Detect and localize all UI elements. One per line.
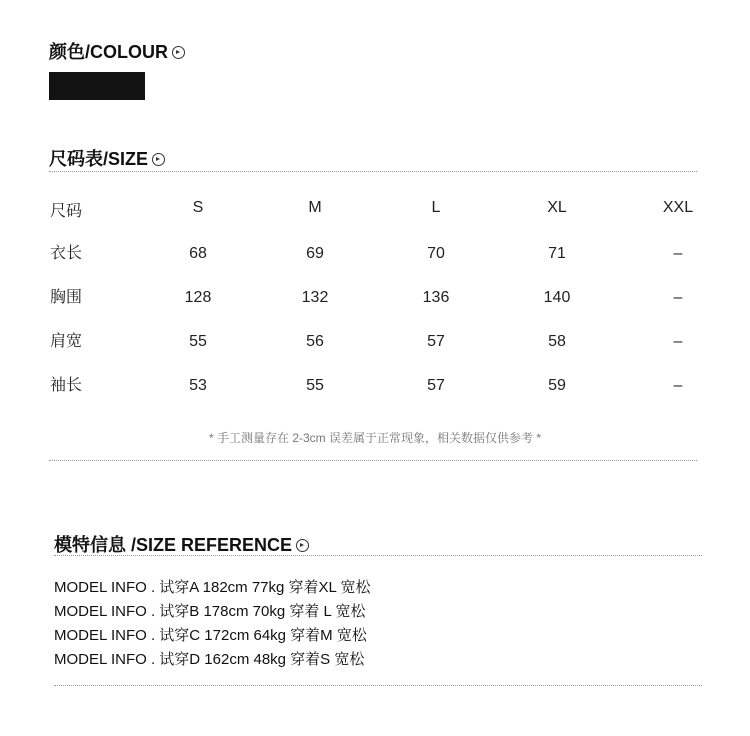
divider	[54, 685, 702, 686]
table-cell: 68	[189, 245, 207, 262]
colour-heading	[49, 38, 185, 64]
size-header-cell: XL	[547, 199, 567, 216]
size-title: 尺码表/SIZE	[49, 149, 149, 169]
table-cell: 132	[301, 289, 329, 306]
reference-heading	[54, 531, 309, 557]
size-header-cell: S	[192, 199, 204, 216]
table-cell: 57	[427, 333, 445, 350]
size-heading	[49, 145, 165, 171]
table-cell: 55	[306, 377, 324, 394]
reference-title: 模特信息 /SIZE REFERENCE	[54, 535, 293, 555]
row-label: 袖长	[50, 377, 83, 394]
measurement-note: * 手工测量存在 2-3cm 误差属于正常现象，相关数据仅供参考 *	[208, 431, 542, 445]
table-cell: 55	[189, 333, 207, 350]
table-cell: 69	[306, 245, 324, 262]
model-info-line: MODEL INFO . 试穿A 182cm 77kg 穿着XL 宽松	[54, 579, 371, 596]
table-cell: 58	[548, 333, 566, 350]
size-header-cell: L	[431, 199, 441, 216]
table-cell: 128	[184, 289, 212, 306]
colour-title: 颜色/COLOUR	[49, 42, 168, 62]
divider	[54, 555, 702, 556]
row-label: 胸围	[50, 289, 83, 306]
table-cell: 136	[422, 289, 450, 306]
table-cell: 140	[543, 289, 571, 306]
model-info-line: MODEL INFO . 试穿C 172cm 64kg 穿着M 宽松	[54, 627, 367, 644]
colour-swatch-black[interactable]	[49, 72, 145, 100]
table-cell: 56	[306, 333, 324, 350]
table-cell: –	[673, 245, 683, 262]
table-cell: –	[673, 289, 683, 306]
size-header-cell: M	[308, 199, 322, 216]
table-cell: 53	[189, 377, 207, 394]
size-header-cell: XXL	[662, 199, 694, 216]
table-cell: –	[673, 377, 683, 394]
row-label: 肩宽	[50, 333, 83, 350]
circle-arrow-icon	[296, 539, 309, 552]
table-cell: 70	[427, 245, 445, 262]
circle-arrow-icon	[152, 153, 165, 166]
row-label: 衣长	[50, 245, 83, 262]
divider	[49, 171, 697, 172]
size-header-label: 尺码	[50, 203, 83, 220]
model-info-line: MODEL INFO . 试穿D 162cm 48kg 穿着S 宽松	[54, 651, 365, 668]
divider	[49, 460, 697, 461]
table-cell: 71	[548, 245, 566, 262]
table-cell: 59	[548, 377, 566, 394]
model-info-line: MODEL INFO . 试穿B 178cm 70kg 穿着 L 宽松	[54, 603, 366, 620]
table-cell: –	[673, 333, 683, 350]
table-cell: 57	[427, 377, 445, 394]
circle-arrow-icon	[172, 46, 185, 59]
